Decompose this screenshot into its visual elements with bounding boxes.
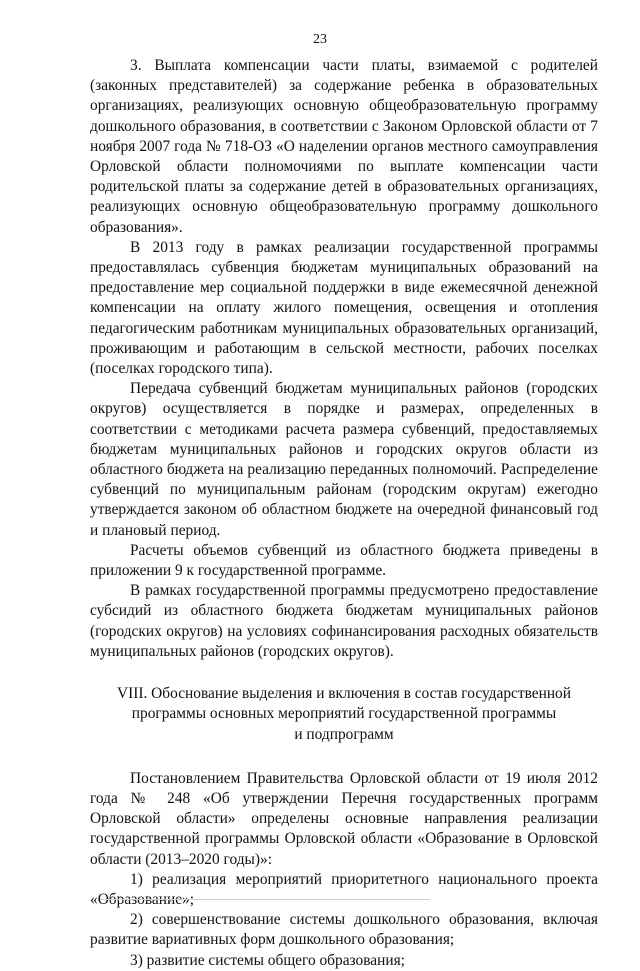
section-heading-line-1: VIII. Обоснование выделения и включения в состав государственной [117,685,571,703]
page-number: 23 [313,32,327,47]
list-item-2: 2) совершенствование системы дошкольного образования, включая развитие вариативных форм дошкольного образования; [90,911,598,949]
section-heading-line-3: и подпрограмм [294,725,394,743]
paragraph-resolution: Постановлением Правительства Орловской области от 19 июля 2012 года № 248 «Об утверждении Перечня государственных программ Орловской области» определены основные направления реализации государственной программы Орловской области «Образование в Орловской области (2013–2020 годы)»: [90,769,598,868]
section-heading [90,684,598,745]
page-bottom-edge [100,899,430,900]
paragraph-subsidies: В рамках государственной программы предусмотрено предоставление субсидий из областного бюджета бюджетам муниципальных районов (городских округов) на условиях софинансирования расходных обязательств муниципальных районов (городских округов). [90,582,598,660]
list-item-3: 3) развитие системы общего образования; [130,951,405,969]
section-heading-line-2: программы основных мероприятий государственной программы [131,705,557,723]
paragraph-subvention-2013: В 2013 году в рамках реализации государственной программы предоставлялась субвенция бюджетам муниципальных образований на предоставление мер социальной поддержки в виде ежемесячной денежной компенсации на оплату жилого помещения, освещения и отопления педагогическим работникам муниципальных образовательных организаций, проживающим и работающим в сельской местности, рабочих поселках (поселках городского типа). [90,238,598,378]
paragraph-subvention-transfer: Передача субвенций бюджетам муниципальных районов (городских округов) осуществляется в порядке и размерах, определенных в соответствии с методиками расчета размера субвенций, предоставляемых бюджетам муниципальных районов и городских округов области из областного бюджета на реализацию переданных полномочий. Распределение субвенций по муниципальным районам (городским округам) ежегодно утверждается законом об областном бюджете на очередной финансовый год и плановый период. [90,380,598,539]
list-item-1: 1) реализация мероприятий приоритетного национального проекта «Образование»; [90,870,598,908]
document-body [90,56,598,971]
paragraph-compensation: 3. Выплата компенсации части платы, взимаемой с родителей (законных представителей) за содержание ребенка в образовательных организациях, реализующих основную общеобразовательную программу дошкольного образования, в соответствии с Законом Орловской области от 7 ноября 2007 года № 718-ОЗ «О наделении органов местного самоуправления Орловской области полномочиями по выплате компенсации части родительской платы за содержание детей в образовательных организациях, реализующих основную общеобразовательную программу дошкольного образования». [90,57,598,236]
paragraph-calculations: Расчеты объемов субвенций из областного бюджета приведены в приложении 9 к государственной программе. [90,541,598,580]
